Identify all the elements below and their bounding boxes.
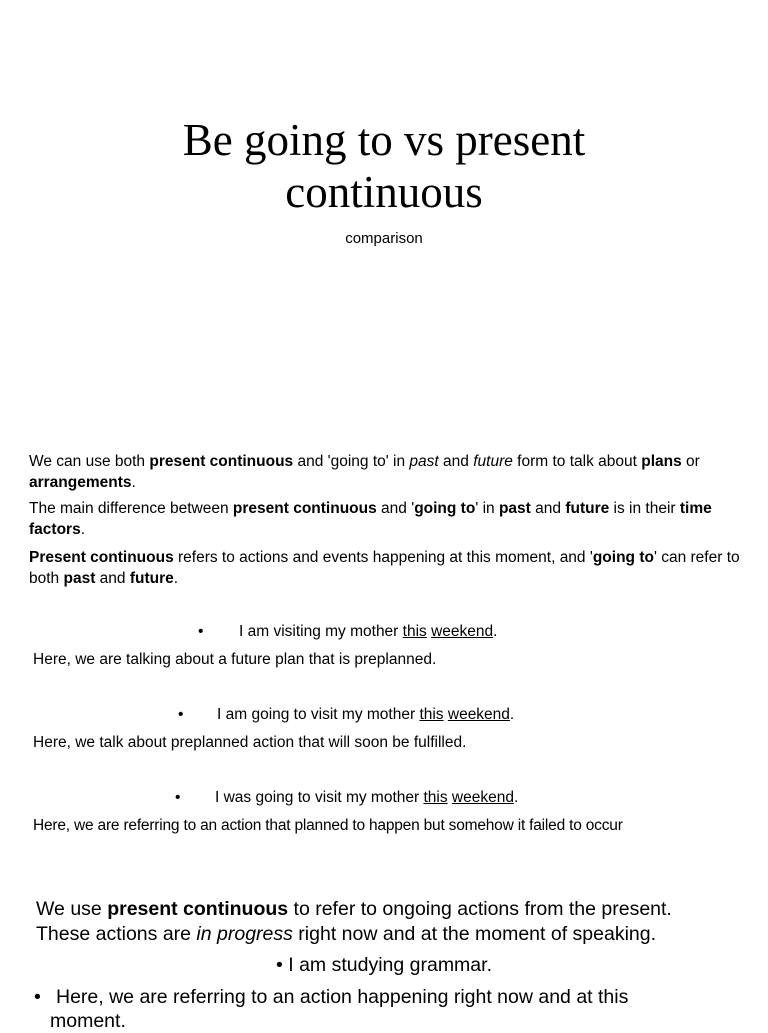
text: These actions are: [36, 923, 197, 945]
bold-term: future: [565, 500, 610, 517]
bold-term: arrangements: [29, 474, 132, 491]
text: The main difference between: [29, 500, 233, 517]
bullet-icon: •: [34, 986, 41, 1008]
bold-term: present continuous: [107, 898, 289, 920]
slide3-note: Here, we are referring to an action happening right now and at this moment.: [50, 986, 629, 1032]
text: and ': [376, 500, 415, 517]
bold-term: going to: [414, 500, 476, 517]
bold-term: present continuous: [232, 500, 377, 517]
italic-term: future: [473, 453, 513, 470]
bold-term: Present continuous: [29, 549, 174, 566]
underlined-word: weekend: [431, 623, 494, 640]
slide3-example: • I am studying grammar.: [276, 954, 492, 976]
title-line-2: continuous: [285, 167, 483, 217]
example-explanation-3: Here, we are referring to an action that planned to happen but somehow it failed to occur: [33, 817, 623, 834]
page-title: [0, 114, 768, 218]
text: refers to actions and events happening at this moment, and ': [173, 549, 593, 566]
text: .: [513, 789, 519, 806]
text: .: [493, 623, 498, 640]
text: right now and at the moment of speaking.: [292, 923, 657, 945]
example-sentence-3: [175, 789, 518, 807]
bullet-icon: •: [175, 789, 181, 806]
paragraph-difference: [29, 498, 747, 540]
text: I was going to visit my mother: [215, 789, 424, 806]
text: form to talk about: [512, 453, 642, 470]
text: to refer to ongoing actions from the present.: [288, 898, 672, 920]
bullet-icon: •: [198, 623, 204, 640]
underlined-word: this: [402, 623, 427, 640]
text: is in their: [609, 500, 680, 517]
bullet-icon: •: [178, 706, 184, 723]
text: ' in: [475, 500, 499, 517]
text: ' can refer to both: [29, 549, 740, 587]
text: and 'going to' in: [293, 453, 410, 470]
title-line-1: Be going to vs present: [182, 115, 586, 165]
bold-term: past: [63, 570, 96, 587]
bold-term: going to: [592, 549, 654, 566]
bold-term: plans: [641, 453, 682, 470]
example-sentence-2: [178, 706, 514, 724]
example-explanation-1: Here, we are talking about a future plan that is preplanned.: [33, 651, 437, 668]
bold-term: future: [129, 570, 174, 587]
text: We can use both: [29, 453, 150, 470]
slide3-intro-line-2: [36, 922, 736, 947]
example-explanation-2: Here, we talk about preplanned action that will soon be fulfilled.: [33, 734, 467, 751]
text: We use: [36, 898, 108, 920]
text: .: [173, 570, 179, 587]
paragraph-uses: [29, 451, 747, 493]
text: .: [80, 521, 85, 538]
text: and: [95, 570, 130, 587]
paragraph-definition: [29, 547, 747, 589]
text: I am visiting my mother: [239, 623, 403, 640]
bold-term: present continuous: [149, 453, 294, 470]
text: or: [681, 453, 700, 470]
italic-term: past: [409, 453, 439, 470]
text: and: [438, 453, 474, 470]
text: .: [509, 706, 515, 723]
text: I am going to visit my mother: [217, 706, 420, 723]
underlined-word: this: [419, 706, 444, 723]
bold-term: time factors: [29, 500, 712, 538]
text: .: [131, 474, 136, 491]
subtitle: comparison: [345, 230, 423, 247]
underlined-word: this: [423, 789, 448, 806]
text: and: [530, 500, 566, 517]
underlined-word: weekend: [451, 789, 514, 806]
underlined-word: weekend: [447, 706, 510, 723]
bold-term: past: [498, 500, 531, 517]
italic-term: in progress: [196, 923, 293, 945]
example-sentence-1: [198, 623, 497, 641]
slide3-intro-line-1: [36, 897, 736, 922]
